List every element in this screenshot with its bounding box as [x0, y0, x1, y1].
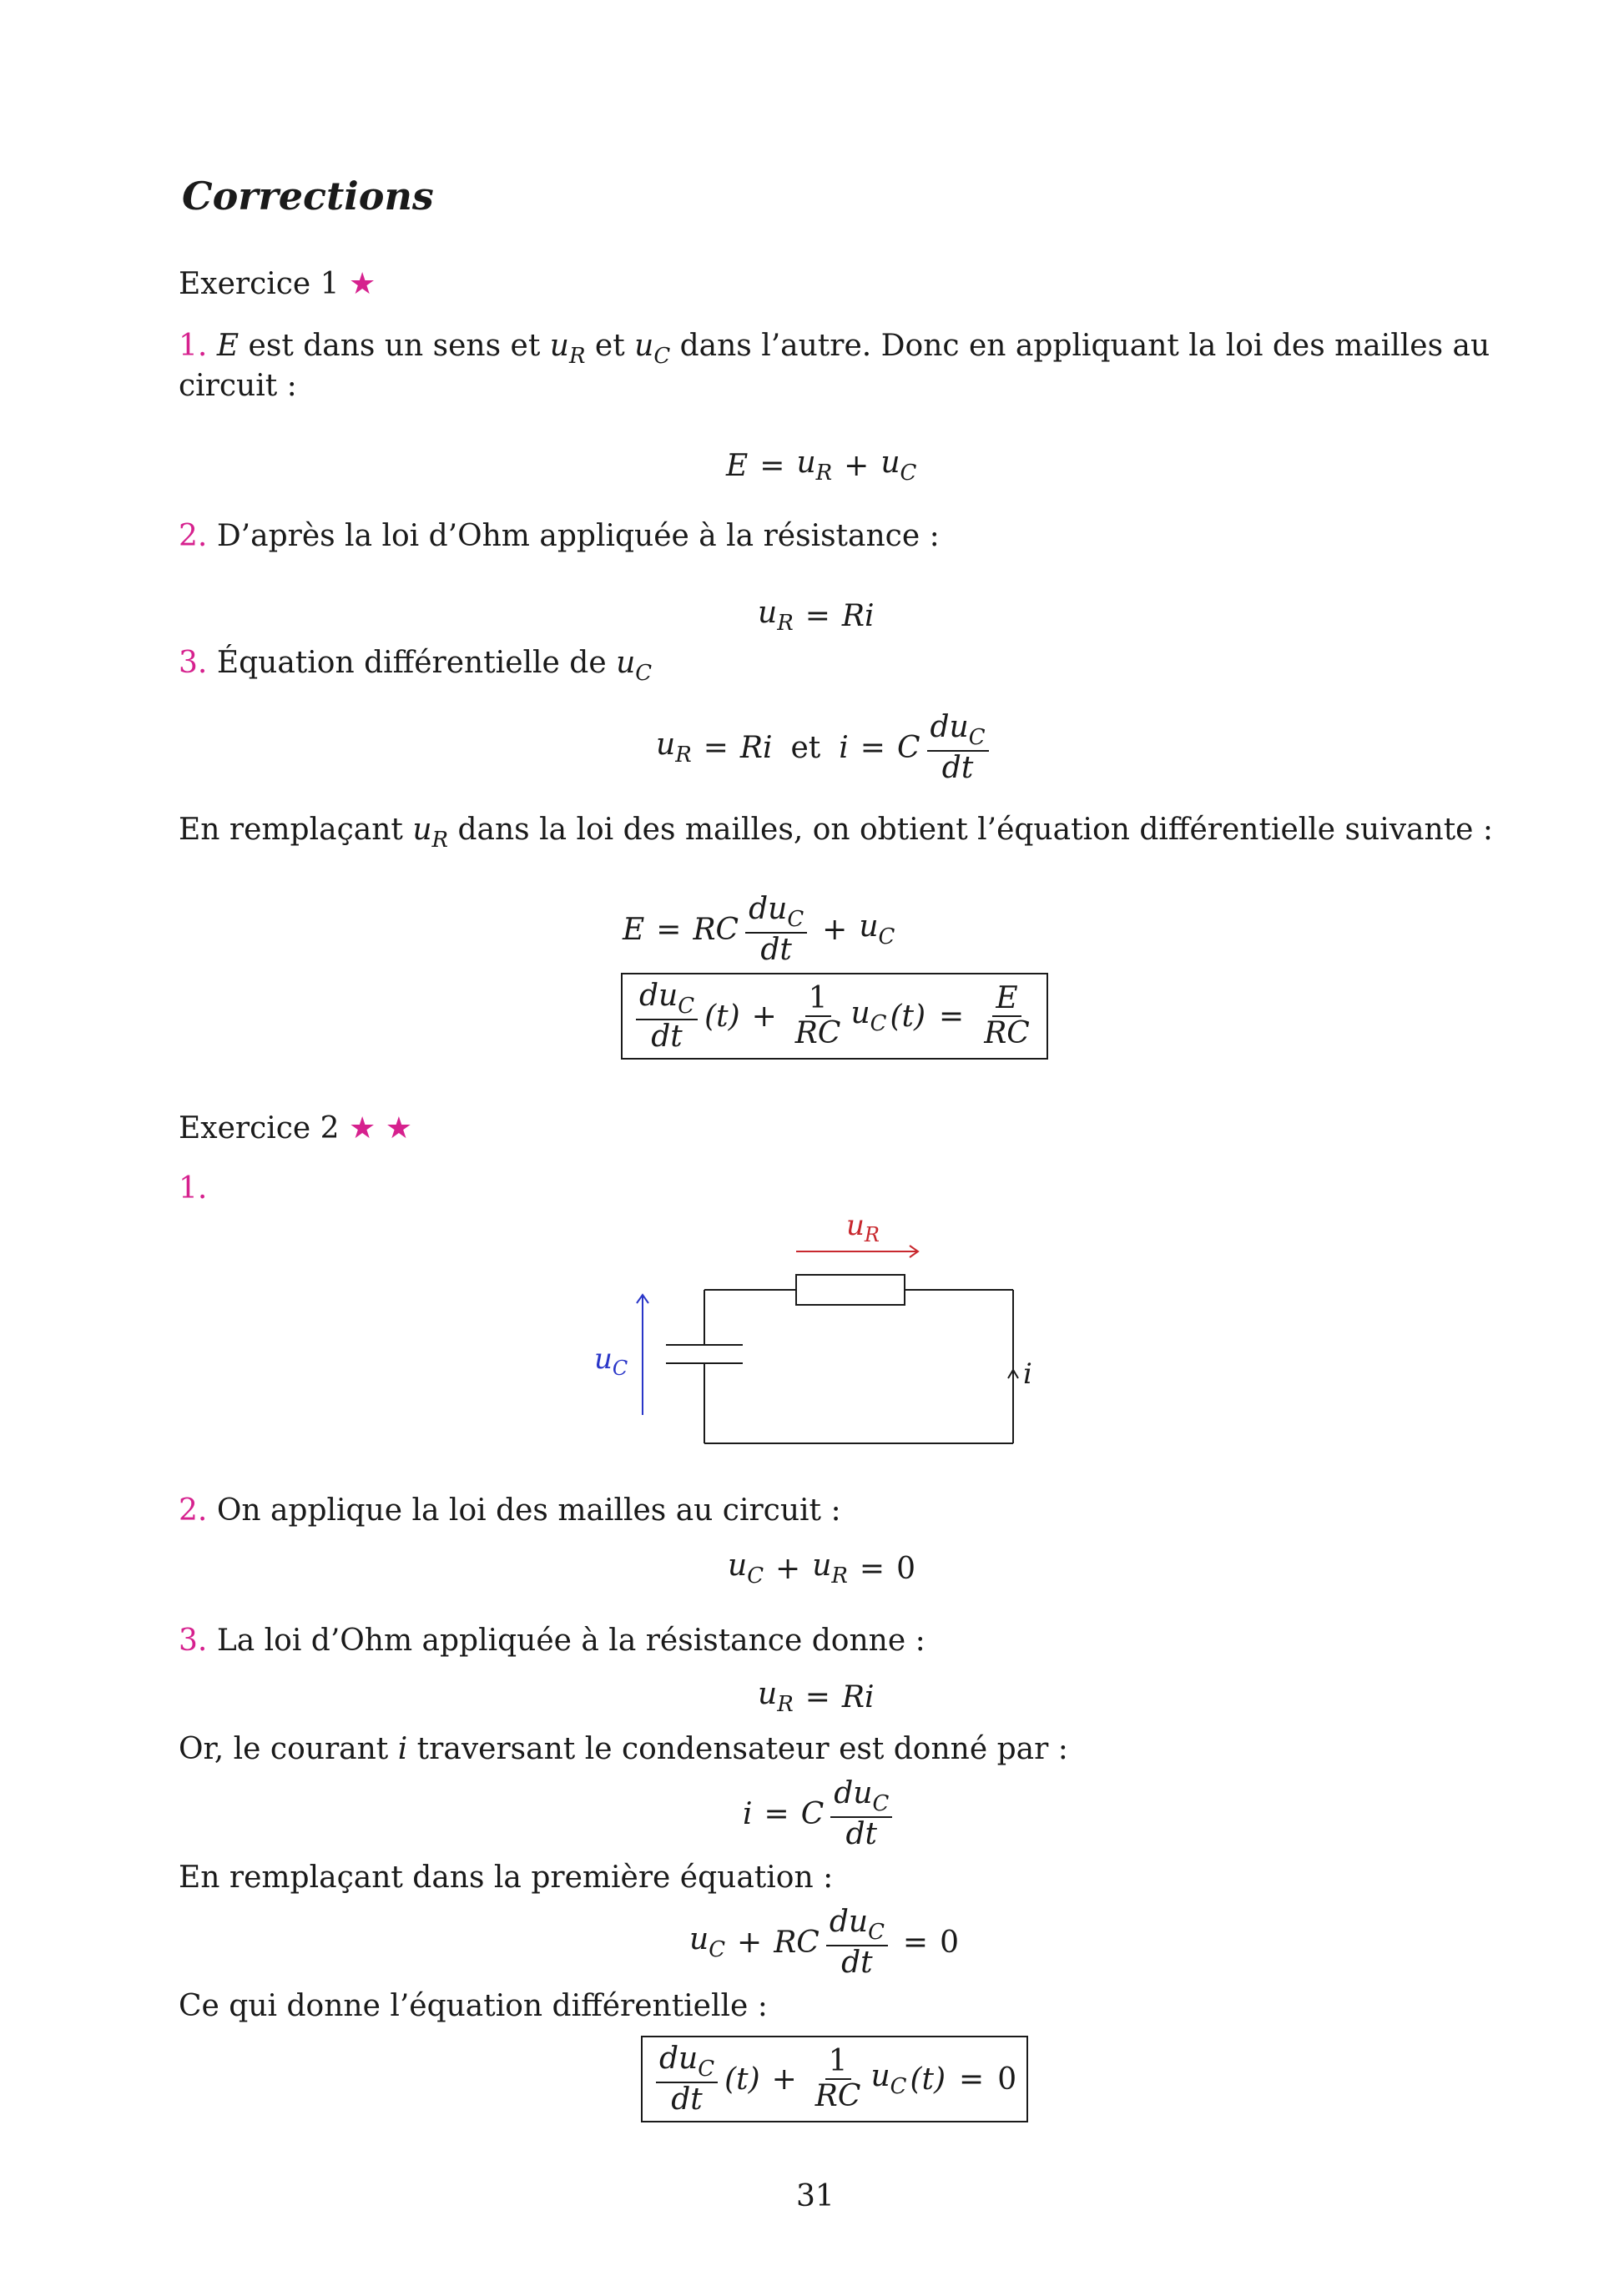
star-icon: ★	[349, 267, 376, 301]
ex2-result-text: Ce qui donne l’équation différentielle :	[179, 1989, 768, 2023]
star-icon: ★ ★	[349, 1111, 413, 1145]
ex2-replace-text: En remplaçant dans la première équation :	[179, 1860, 834, 1895]
ur-label: $u_R$	[846, 1209, 880, 1246]
symbol-E: E	[216, 329, 240, 363]
equation-ohm-law: $u_R$ = Ri	[758, 596, 875, 637]
equation-ohm-and-current: $u_R$ = Ri et i = C $\frac{du_C}{dt}$	[656, 711, 992, 784]
ex2-item3: 3. La loi d’Ohm appliquée à la résistance donne :	[179, 1624, 925, 1658]
ex1-item1-text: et	[585, 329, 635, 363]
equation-substituted-ex2: $u_C$ + RC $\frac{du_C}{dt}$ = 0	[689, 1905, 959, 1980]
item-number: 3.	[179, 1624, 208, 1658]
ex1-item1-text: est dans un sens et	[239, 329, 550, 363]
ex1-item3-text: Équation différentielle de	[216, 646, 617, 680]
resistor	[796, 1275, 905, 1305]
page-number: 31	[796, 2179, 835, 2213]
current-label: i	[1023, 1357, 1032, 1391]
equation-mesh-law-ex2: $u_C$ + $u_R$ = 0	[728, 1548, 915, 1589]
equation-capacitor-current: i = C $\frac{du_C}{dt}$	[743, 1777, 895, 1850]
equation-mesh-law: E = $u_R$ + $u_C$	[726, 446, 917, 486]
boxed-equation-ex2: $\frac{du_C}{dt}$ (t) + $\frac{1}{RC}$ $u_C$ (t) = 0	[641, 2036, 1028, 2122]
exercise-2-heading	[179, 1110, 412, 1149]
item-number: 2.	[179, 1493, 208, 1528]
ex2-current-text: Or, le courant i traversant le condensateur est donné par :	[179, 1732, 1068, 1766]
symbol-uR: $u_R$	[549, 329, 586, 370]
ex1-item3: 3. Équation différentielle de $u_C$	[179, 646, 653, 687]
boxed-equation-ex1: $\frac{du_C}{dt}$ (t) + $\frac{1}{RC}$ $u_C$ (t) = $\frac{E}{RC}$	[621, 973, 1048, 1060]
symbol-uC: $u_C$	[634, 329, 671, 370]
exercise-1-heading	[179, 265, 376, 305]
item-number: 1.	[179, 1171, 208, 1206]
rc-circuit-diagram	[567, 1201, 1068, 1468]
ex1-item2	[179, 517, 940, 556]
uc-label: $u_C$	[594, 1342, 628, 1380]
item-number: 3.	[179, 646, 208, 680]
equation-ohm-law-ex2: $u_R$ = Ri	[758, 1677, 875, 1718]
item-number: 1.	[179, 329, 208, 363]
section-title: Corrections	[182, 174, 434, 219]
ex1-item1-text: dans l’autre. Donc en appliquant la loi des mailles au	[670, 329, 1490, 363]
ex1-item1-line1	[179, 327, 1490, 371]
equation-substituted: E = RC $\frac{du_C}{dt}$ + $u_C$	[623, 892, 895, 967]
ex1-replace-text: En remplaçant $u_R$ dans la loi des mailles, on obtient l’équation différentielle suivante :	[179, 813, 1494, 853]
ex2-item2: 2. On applique la loi des mailles au circuit :	[179, 1493, 841, 1528]
ex1-item2-text: D’après la loi d’Ohm appliquée à la résistance :	[216, 519, 940, 553]
item-number: 2.	[179, 519, 208, 553]
ex1-item1-line2: circuit :	[179, 369, 297, 403]
exercise-1-label: Exercice 1	[179, 267, 340, 301]
exercise-2-label: Exercice 2	[179, 1111, 340, 1145]
